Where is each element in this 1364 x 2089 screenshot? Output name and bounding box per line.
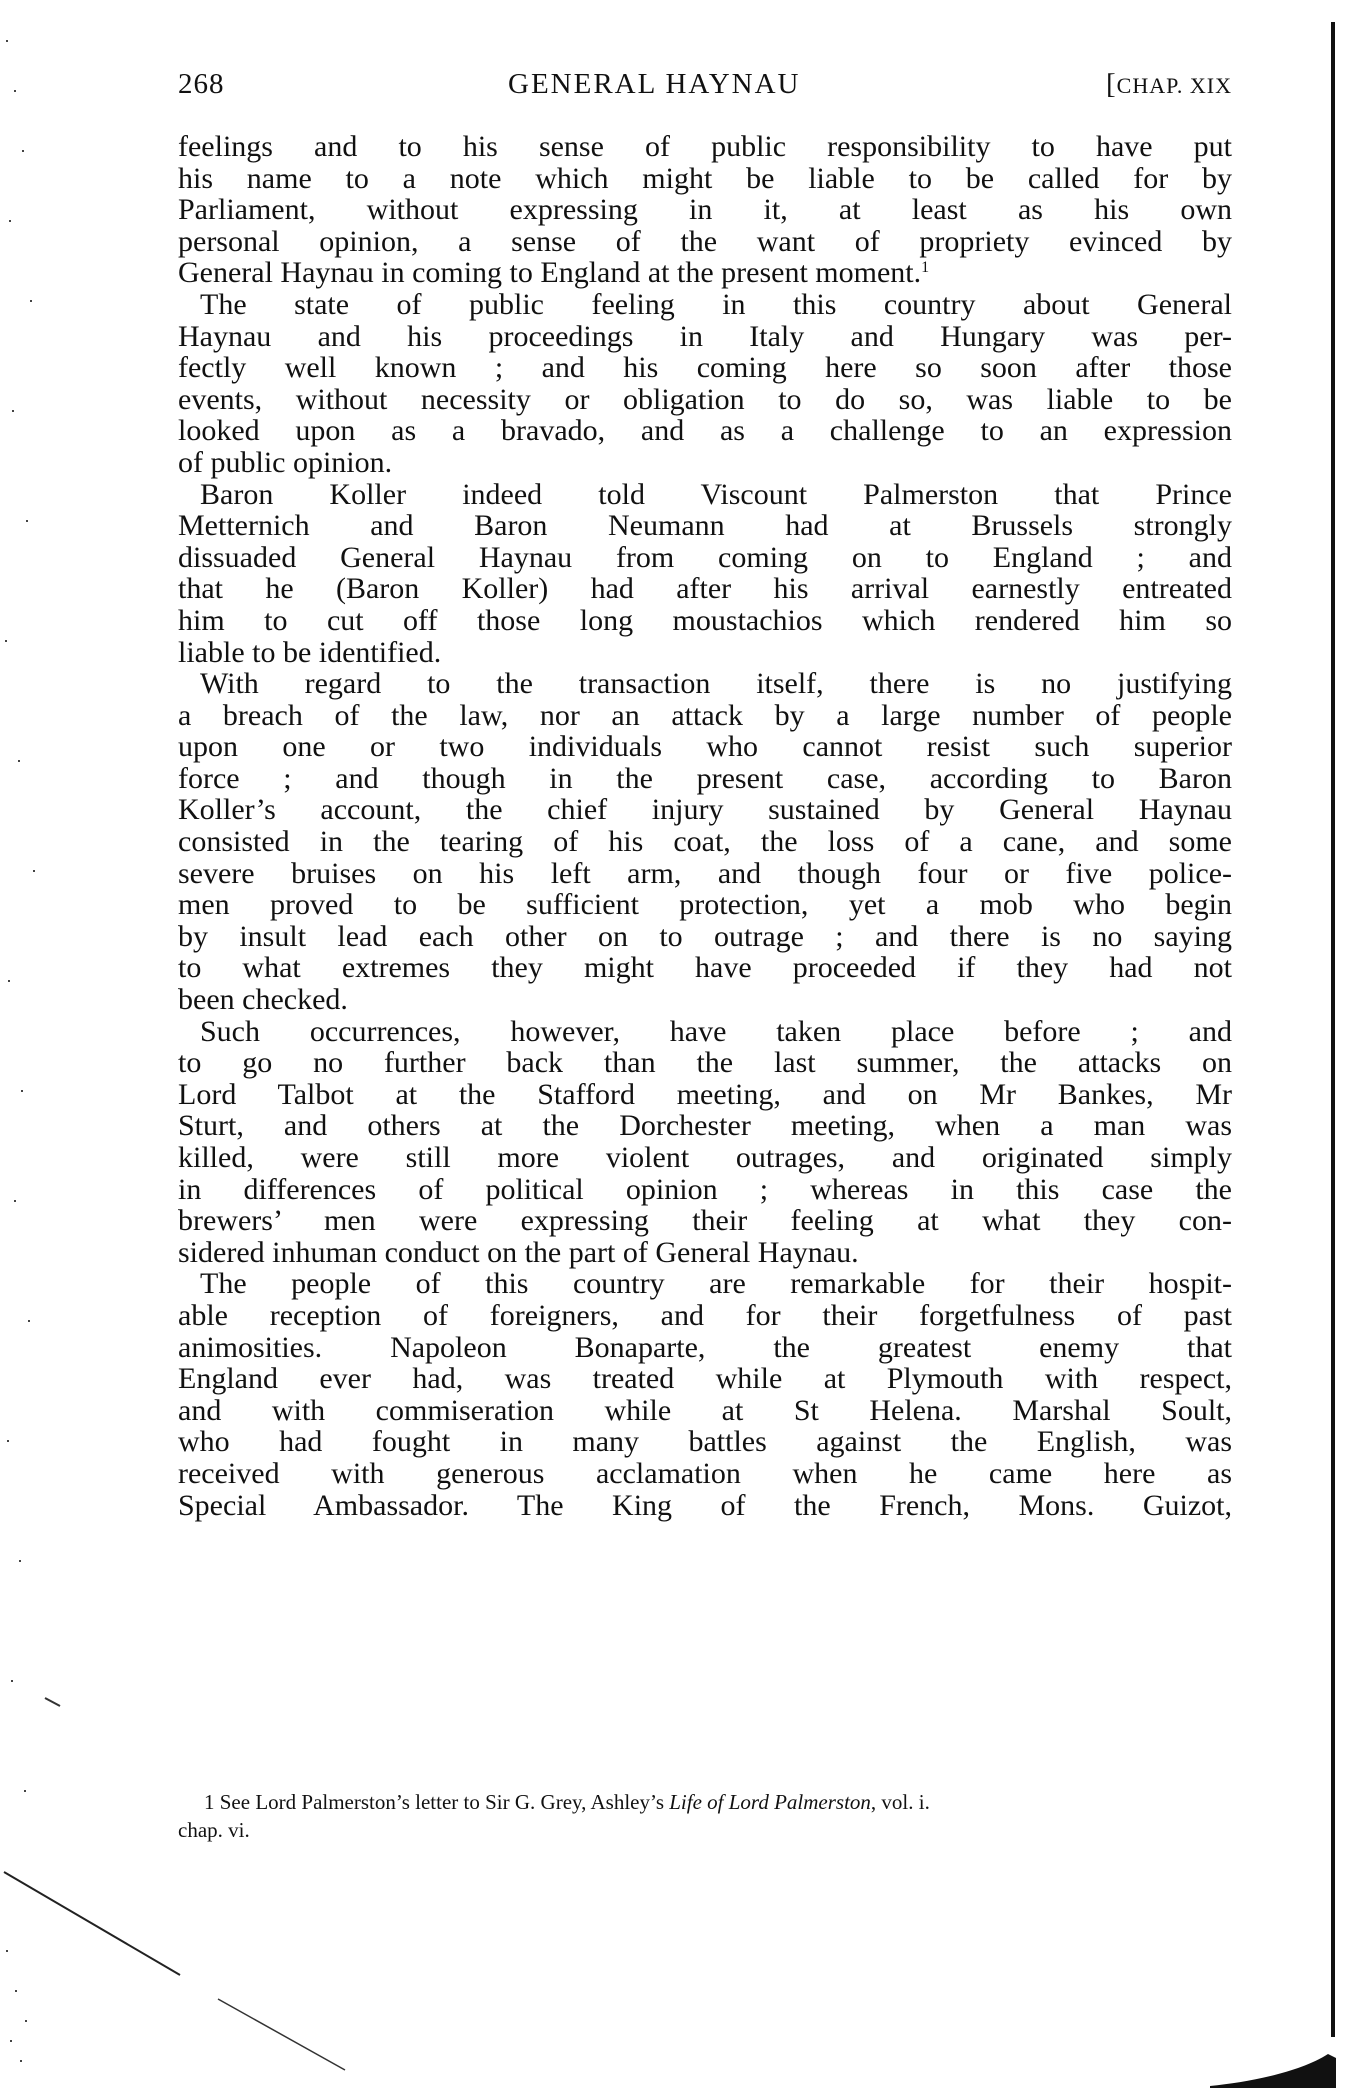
text-line — [178, 700, 1232, 732]
text-line-content: to what extremes they might have proceeded if they had not — [178, 951, 1232, 985]
text-line-content: upon one or two individuals who cannot resist such superior — [178, 730, 1232, 764]
text-line — [178, 1332, 1232, 1364]
text-line-content: personal opinion, a sense of the want of propriety evinced by — [178, 224, 1232, 258]
text-line-content: killed, were still more violent outrages, and originated simply — [178, 1141, 1232, 1174]
text-line — [178, 668, 1232, 700]
text-line-content: received with generous acclamation when he came here as — [178, 1456, 1232, 1490]
text-line-content: Koller’s account, the chief injury sustained by General Haynau — [178, 793, 1232, 827]
text-line — [178, 1047, 1232, 1079]
text-line — [178, 1016, 1232, 1048]
text-line — [178, 1237, 1232, 1269]
text-line — [178, 289, 1232, 321]
text-line — [178, 194, 1232, 226]
body-text — [178, 131, 1232, 1521]
text-line — [178, 921, 1232, 953]
text-line — [178, 542, 1232, 574]
text-line-content: able reception of foreigners, and for their forgetfulness of past — [178, 1298, 1232, 1332]
text-line-content: England ever had, was treated while at Plymouth with respect, — [178, 1362, 1232, 1396]
footnote-reference[interactable]: 1 — [921, 259, 930, 277]
text-line — [178, 1174, 1232, 1206]
text-line — [178, 479, 1232, 511]
text-line — [178, 226, 1232, 258]
text-line-content: and with commiseration while at St Helena. Marshal Soult, — [178, 1393, 1232, 1427]
running-header — [178, 68, 1232, 108]
text-line-content: by insult lead each other on to outrage ; and there is no saying — [178, 919, 1232, 953]
text-line — [178, 731, 1232, 763]
footnote — [178, 1788, 1232, 1844]
text-line — [178, 1110, 1232, 1142]
text-line — [178, 257, 1232, 289]
text-line-content: men proved to be sufficient protection, yet a mob who begin — [178, 888, 1232, 922]
chapter-label — [1106, 68, 1232, 101]
text-line — [178, 637, 1232, 669]
text-line-content: severe bruises on his left arm, and though four or five police- — [178, 856, 1232, 890]
text-line — [178, 794, 1232, 826]
text-line-content: Such occurrences, however, have taken place before ; and — [200, 1014, 1232, 1048]
page-corner-shadow — [1210, 2052, 1336, 2088]
text-line — [178, 1268, 1232, 1300]
text-line-content: With regard to the transaction itself, there is no justifying — [200, 667, 1232, 701]
text-line-content: Baron Koller indeed told Viscount Palmerston that Prince — [200, 477, 1232, 511]
text-line — [178, 858, 1232, 890]
text-line — [178, 321, 1232, 353]
text-line — [178, 131, 1232, 163]
text-line-content: Parliament, without expressing in it, at least as his own — [178, 193, 1232, 227]
text-line — [178, 984, 1232, 1016]
text-line-content: dissuaded General Haynau from coming on to England ; and — [178, 540, 1232, 574]
text-line-content: to go no further back than the last summer, the attacks on — [178, 1046, 1232, 1080]
text-line — [178, 573, 1232, 605]
text-line — [178, 763, 1232, 795]
text-line — [178, 415, 1232, 447]
text-line-content: feelings and to his sense of public responsibility to have put — [178, 130, 1232, 163]
text-line — [178, 510, 1232, 542]
text-line-content: sidered inhuman conduct on the part of General Haynau. — [178, 1235, 859, 1269]
text-line-content: of public opinion. — [178, 445, 393, 479]
text-line-content: The state of public feeling in this country about General — [200, 287, 1232, 321]
text-line-content: in differences of political opinion ; whereas in this case the — [178, 1172, 1232, 1206]
text-line-content: his name to a note which might be liable to be called for by — [178, 161, 1232, 195]
footnote-marker: 1 — [204, 1790, 215, 1814]
text-line — [178, 1395, 1232, 1427]
text-line-content: Haynau and his proceedings in Italy and Hungary was per- — [178, 319, 1232, 353]
footnote-line-1 — [178, 1788, 1232, 1816]
text-line-content: Special Ambassador. The King of the French, Mons. Guizot, — [178, 1488, 1232, 1522]
chapter-text: CHAP. XIX — [1116, 73, 1232, 98]
text-line-content: who had fought in many battles against the English, was — [178, 1425, 1232, 1459]
page-number: 268 — [178, 68, 225, 100]
text-line — [178, 447, 1232, 479]
text-line-content: liable to be identified. — [178, 635, 442, 669]
text-line-content: him to cut off those long moustachios which rendered him so — [178, 603, 1232, 637]
text-line — [178, 826, 1232, 858]
text-line — [178, 1363, 1232, 1395]
text-line — [178, 1300, 1232, 1332]
text-line — [178, 163, 1232, 195]
text-line — [178, 952, 1232, 984]
text-line-content: Lord Talbot at the Stafford meeting, and on Mr Bankes, Mr — [178, 1077, 1232, 1111]
text-line-content: fectly well known ; and his coming here so soon after those — [178, 351, 1232, 385]
text-line — [178, 1142, 1232, 1174]
text-line-content: The people of this country are remarkable for their hospit- — [200, 1267, 1232, 1301]
footnote-book-title: Life of Lord Palmerston — [669, 1790, 871, 1814]
text-line-content: consisted in the tearing of his coat, the loss of a cane, and some — [178, 825, 1232, 859]
text-line-content: General Haynau in coming to England at the present moment. — [178, 256, 922, 290]
text-line — [178, 605, 1232, 637]
page-edge-rule — [1331, 22, 1335, 2037]
text-line — [178, 384, 1232, 416]
footnote-text-after: , vol. i. — [870, 1790, 930, 1814]
text-line-content: looked upon as a bravado, and as a challenge to an expression — [178, 414, 1232, 448]
text-line-content: brewers’ men were expressing their feeling at what they con- — [178, 1204, 1232, 1238]
text-line-content: been checked. — [178, 983, 348, 1017]
text-line-content: Sturt, and others at the Dorchester meeting, when a man was — [178, 1109, 1232, 1143]
text-line-content: force ; and though in the present case, according to Baron — [178, 761, 1232, 795]
text-line — [178, 1490, 1232, 1522]
text-line-content: Metternich and Baron Neumann had at Brussels strongly — [178, 509, 1232, 543]
chapter-bracket: [ — [1105, 68, 1117, 100]
running-title: GENERAL HAYNAU — [508, 68, 801, 100]
text-line — [178, 1079, 1232, 1111]
text-line-content: that he (Baron Koller) had after his arrival earnestly entreated — [178, 572, 1232, 606]
footnote-text-before: See Lord Palmerston’s letter to Sir G. Grey, Ashley’s — [219, 1790, 670, 1814]
text-line — [178, 889, 1232, 921]
text-line-content: events, without necessity or obligation to do so, was liable to be — [178, 382, 1232, 416]
text-line — [178, 1458, 1232, 1490]
text-line-content: animosities. Napoleon Bonaparte, the greatest enemy that — [178, 1330, 1232, 1364]
footnote-line-2: chap. vi. — [178, 1818, 250, 1842]
text-line — [178, 1205, 1232, 1237]
text-line — [178, 1426, 1232, 1458]
text-line-content: a breach of the law, nor an attack by a large number of people — [178, 698, 1232, 732]
text-line — [178, 352, 1232, 384]
